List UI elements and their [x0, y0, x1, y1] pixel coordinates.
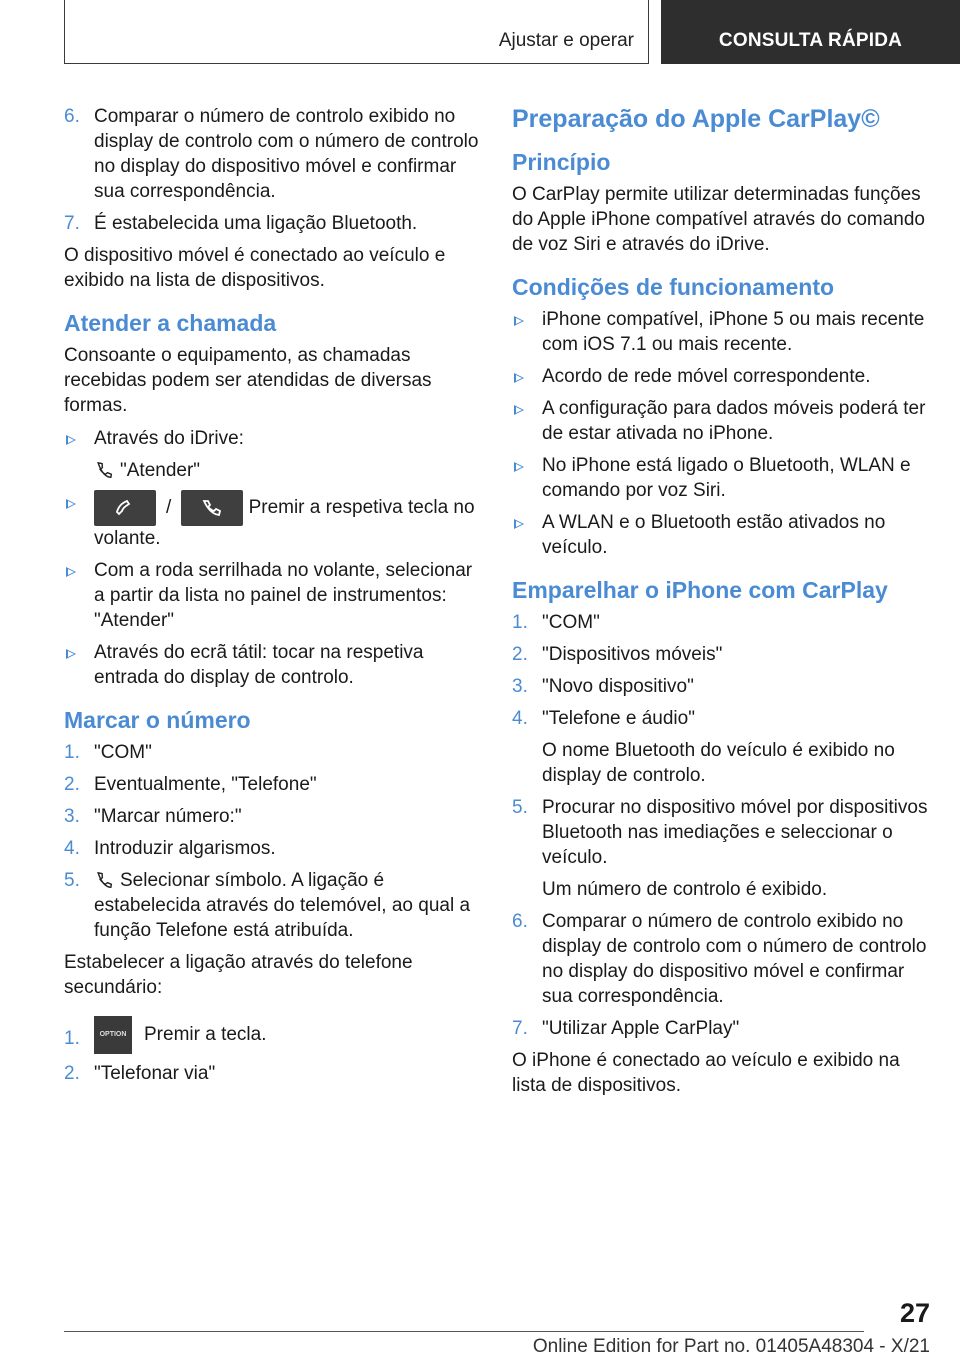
list-item: [512, 364, 932, 389]
paragraph: Estabelecer a ligação através do telefone secundário:: [64, 952, 413, 998]
step-text: "COM": [94, 742, 152, 763]
option-key-icon: OPTION: [94, 1016, 132, 1054]
bullet-triangle-icon: [514, 462, 524, 472]
step-number: 2.: [64, 774, 80, 795]
step-number: 7.: [512, 1018, 528, 1039]
step-number: 1.: [64, 1028, 80, 1049]
pairing-steps: [512, 610, 932, 1041]
conditions-list: [512, 307, 932, 560]
list-item: [64, 804, 479, 829]
bullet-triangle-icon: [66, 499, 76, 509]
list-item: [64, 426, 479, 483]
header-frame: [64, 0, 649, 64]
page-number: 27: [899, 1298, 930, 1328]
bullet-text: Através do ecrã tátil: tocar na respetiva entrada do display de controlo.: [94, 642, 424, 688]
bullet-triangle-icon: [514, 405, 524, 415]
step-number: 4.: [512, 708, 528, 729]
bullet-text: Através do iDrive:: [94, 428, 244, 449]
bullet-triangle-icon: [514, 519, 524, 529]
step-text: É estabelecida uma ligação Bluetooth.: [94, 213, 418, 234]
step-text: Selecionar símbolo. A ligação é estabelecida através do telemóvel, ao qual a função Telefone está atribuída.: [94, 870, 471, 941]
secondary-steps: [64, 1016, 479, 1086]
step-text: "Telefone e áudio": [542, 708, 695, 729]
step-number: 6.: [64, 106, 80, 127]
pairing-heading: Emparelhar o iPhone com CarPlay: [512, 577, 888, 603]
section-title: Ajustar e operar: [498, 30, 634, 51]
step-number: 4.: [64, 838, 80, 859]
answer-methods: [64, 426, 479, 690]
step-text: Eventualmente, "Telefone": [94, 774, 317, 795]
list-item: [512, 795, 932, 902]
accept-call-key-icon: [94, 490, 156, 526]
list-item: [512, 674, 932, 699]
paragraph: O dispositivo móvel é conectado ao veículo e exibido na lista de dispositivos.: [64, 245, 446, 291]
bullet-text: A configuração para dados móveis poderá ter de estar ativada no iPhone.: [542, 398, 926, 444]
left-column: [64, 104, 479, 1093]
paragraph: O iPhone é conectado ao veículo e exibido na lista de dispositivos.: [512, 1050, 900, 1096]
step-number: 6.: [512, 911, 528, 932]
page-header: [0, 0, 960, 66]
step-number: 2.: [512, 644, 528, 665]
list-item: [512, 706, 932, 788]
bullet-sub: [94, 458, 479, 483]
list-item: [64, 558, 479, 633]
bullet-text: iPhone compatível, iPhone 5 ou mais recente com iOS 7.1 ou mais recente.: [542, 309, 925, 355]
bullet-triangle-icon: [66, 567, 76, 577]
step-note: Um número de controlo é exibido.: [542, 879, 828, 900]
phone-icon: [94, 462, 114, 478]
list-item: [512, 909, 932, 1009]
paragraph: Consoante o equipamento, as chamadas recebidas podem ser atendidas de diversas formas.: [64, 345, 432, 416]
menu-entry: "Atender": [120, 460, 201, 481]
footer-divider: [64, 1331, 864, 1332]
list-item: [64, 104, 479, 204]
step-text: Comparar o número de controlo exibido no display de controlo com o número de controlo no display do dispositivo móvel e confirmar sua correspondência.: [542, 911, 927, 1007]
step-text: Introduzir algarismos.: [94, 838, 276, 859]
step-number: 1.: [64, 742, 80, 763]
dial-steps: [64, 740, 479, 943]
list-item: [64, 772, 479, 797]
step-number: 2.: [64, 1063, 80, 1084]
step-number: 3.: [64, 806, 80, 827]
step-number: 5.: [64, 870, 80, 891]
list-item: [512, 307, 932, 357]
step-text: "Utilizar Apple CarPlay": [542, 1018, 740, 1039]
step-number: 5.: [512, 797, 528, 818]
paragraph: O CarPlay permite utilizar determinadas funções do Apple iPhone compatível através do comando de voz Siri e através do iDrive.: [512, 184, 925, 255]
step-text: "Marcar número:": [94, 806, 242, 827]
answer-heading: Atender a chamada: [64, 310, 277, 336]
right-column: [512, 104, 932, 1106]
principle-heading: Princípio: [512, 149, 611, 175]
phone-key-icon: [181, 490, 243, 526]
list-item: [512, 453, 932, 503]
bullet-triangle-icon: [66, 649, 76, 659]
list-item: [64, 490, 479, 551]
bullet-text: Acordo de rede móvel correspondente.: [542, 366, 871, 387]
step-text: Comparar o número de controlo exibido no display de controlo com o número de controlo no display do dispositivo móvel e confirmar sua correspondência.: [94, 106, 479, 202]
dial-heading: Marcar o número: [64, 707, 251, 733]
step-text: "Dispositivos móveis": [542, 644, 723, 665]
bullet-text: Com a roda serrilhada no volante, selecionar a partir da lista no painel de instrumentos: "Atender": [94, 560, 473, 631]
bullet-sub: Premir a respetiva tecla no volante.: [94, 497, 475, 549]
list-item: [64, 1016, 479, 1054]
continued-steps: [64, 104, 479, 236]
step-number: 7.: [64, 213, 80, 234]
bullet-text: A WLAN e o Bluetooth estão ativados no veículo.: [542, 512, 886, 558]
list-item: [512, 396, 932, 446]
conditions-heading: Condições de funcionamento: [512, 274, 835, 300]
list-item: [64, 868, 479, 943]
phone-icon: [94, 872, 114, 888]
step-text: Procurar no dispositivo móvel por dispositivos Bluetooth nas imediações e seleccionar o veículo.: [542, 797, 928, 868]
list-item: [64, 1061, 479, 1086]
footer-edition: Online Edition for Part no. 01405A48304 - X/21: [532, 1336, 930, 1357]
list-item: [64, 740, 479, 765]
list-item: [64, 836, 479, 861]
step-note: O nome Bluetooth do veículo é exibido no display de controlo.: [542, 740, 895, 786]
step-text: Premir a tecla.: [144, 1024, 267, 1046]
list-item: [512, 510, 932, 560]
step-number: 3.: [512, 676, 528, 697]
list-item: [64, 211, 479, 236]
step-text: "COM": [542, 612, 600, 633]
list-item: [512, 610, 932, 635]
step-text: "Telefonar via": [94, 1063, 216, 1084]
bullet-triangle-icon: [514, 373, 524, 383]
list-item: [64, 640, 479, 690]
bullet-triangle-icon: [66, 435, 76, 445]
separator: /: [166, 497, 172, 519]
bullet-text: No iPhone está ligado o Bluetooth, WLAN e comando por voz Siri.: [542, 455, 911, 501]
step-text: "Novo dispositivo": [542, 676, 694, 697]
page-title: Preparação do Apple CarPlay©: [512, 105, 880, 133]
chapter-tab[interactable]: CONSULTA RÁPIDA: [661, 0, 960, 64]
list-item: [512, 1016, 932, 1041]
step-number: 1.: [512, 612, 528, 633]
bullet-triangle-icon: [514, 316, 524, 326]
list-item: [512, 642, 932, 667]
